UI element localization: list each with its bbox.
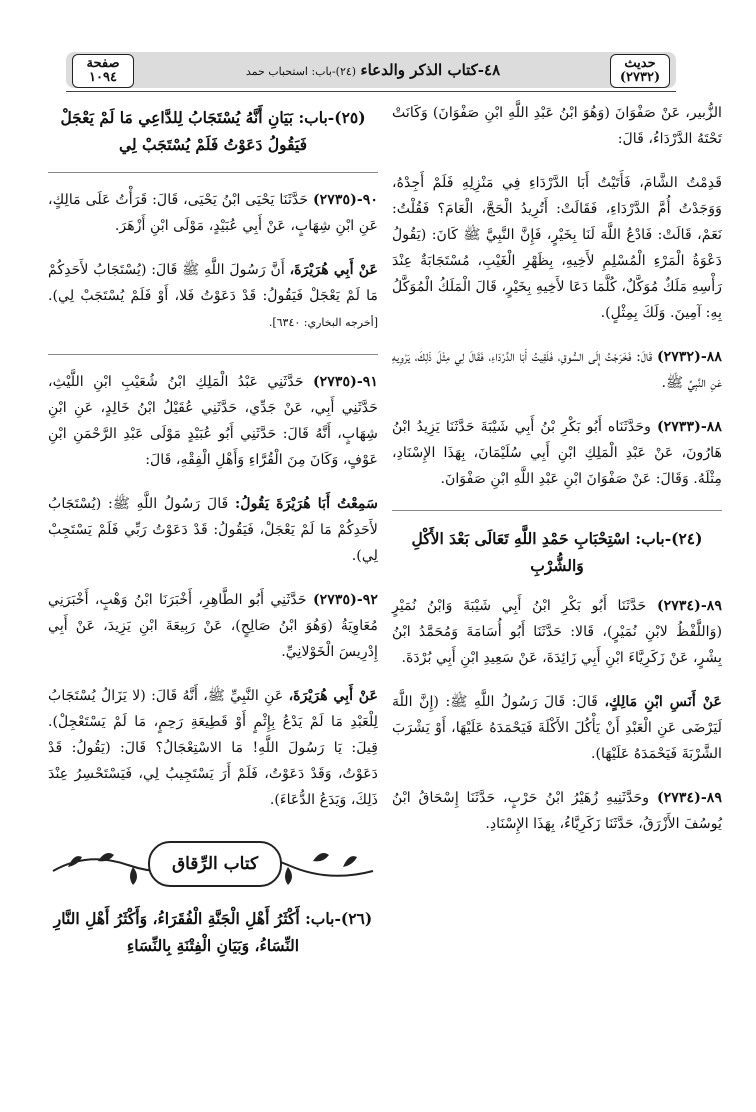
hadith-88a — [392, 344, 722, 396]
kitab-banner — [48, 831, 378, 895]
chapter-heading: (٢٦)-باب: أَكْثَرُ أَهْلِ الْجَنَّةِ الْفُقَرَاءُ، وَأَكْثَرُ أَهْلِ النَّارِ النِّسَاءُ، وَبَيَانِ الْفِتْنَةِ بِالنِّسَاءِ — [53, 909, 373, 955]
narrator: سَمِعْتُ أَبَا هُرَيْرَةَ يَقُولُ: — [235, 496, 379, 512]
hadith-89b — [392, 785, 722, 837]
hadith-89a-matn — [392, 689, 722, 767]
header-title — [142, 56, 604, 84]
reference: [أخرجه البخاري: ٦٣٤٠]. — [268, 316, 378, 329]
page-number-box — [72, 54, 134, 88]
hadith-90 — [48, 187, 378, 239]
narrator: عَنْ أَبِي هُرَيْرَةَ، — [289, 262, 378, 278]
hadith-92-matn — [48, 683, 378, 813]
page-number: ١٠٩٤ — [89, 70, 117, 85]
hadith-matn: أَنَّ رَسُولَ اللَّهِ ﷺ قَالَ: (يُسْتَجَابُ لأَحَدِكُمْ مَا لَمْ يَعْجَلْ فَيَقُولُ: قَدْ دَعَوْتُ فَلا، أَوْ فَلَمْ يُسْتَجَبْ لِي). — [48, 262, 378, 304]
section-divider — [392, 510, 722, 511]
book-title: ٤٨-كتاب الذكر والدعاء — [360, 61, 501, 79]
hadith-number: ٩١-(٢٧٣٥) — [312, 374, 378, 390]
kitab-title: كتاب الرِّقاق — [148, 841, 282, 887]
hadith-number-box — [610, 54, 670, 88]
narrator: عَنْ أَنَسِ ابْنِ مَالِكٍ، — [604, 694, 722, 710]
hadith-91 — [48, 369, 378, 473]
page-header — [66, 52, 676, 88]
narrator: عَنْ أَبِي هُرَيْرَةَ، — [288, 688, 378, 704]
section-divider — [48, 172, 378, 173]
hadith-number: ٨٨-(٢٧٣٢) — [656, 349, 722, 365]
hadith-92 — [48, 587, 378, 665]
hadith-text: وحَدَّثَنِيهِ زُهَيْرُ ابْنُ حَرْبٍ، حَدَّثَنَا إِسْحَاقُ ابْنُ يُوسُفَ الأَزْرَقُ، حَدَّثَنَا زَكَرِيَّاءُ، بِهَذَا الإِسْنَادِ. — [392, 790, 722, 832]
hadith-number: (٢٧٣٢) — [619, 70, 661, 85]
chapter-heading: (٢٤)-باب: اسْتِحْبَابِ حَمْدِ اللَّهِ تَعَالَى بَعْدَ الأَكْلِ وَالشُّرْبِ — [411, 529, 703, 575]
page-label: صفحة — [86, 56, 120, 71]
hadith-text: حَدَّثَنَا يَحْيَى ابْنُ يَحْيَى، قَالَ: قَرَأْتُ عَلَى مَالِكٍ، عَنِ ابْنِ شِهَابٍ، عَنْ أَبِي عُبَيْدٍ، مَوْلَى ابْنِ أَزْهَرَ. — [48, 192, 378, 234]
hadith-text: وحَدَّثَنَاه أَبُو بَكْرِ بْنُ أَبِي شَيْبَةَ حَدَّثَنَا يَزِيدُ ابْنُ هَارُونَ، عَنْ عَبْدِ الْمَلِكِ ابْنِ أَبِي سُلَيْمَانَ، بِهَذَا الإِسْنَادِ، مِثْلَهُ. وَقَالَ: عَنْ صَفْوَانَ ابْنِ عَبْدِ اللَّهِ ابْنِ صَفْوَانَ. — [392, 419, 722, 487]
hadith-label: حديث — [624, 56, 656, 71]
chapter-heading: (٢٥)-باب: بَيَانِ أَنَّهُ يُسْتَجَابُ لِلدَّاعِي مَا لَمْ يَعْجَلْ فَيَقُولُ دَعَوْتُ فَلَمْ يُسْتَجَبْ لِي — [60, 108, 366, 154]
hadith-89a — [392, 593, 722, 671]
hadith-text: قَالَ: فَخَرَجْتُ إِلَى السُّوقِ، فَلَقِيتُ أَبَا الدَّرْدَاءِ، فَقَالَ لِي مِثْلَ ذَلِكَ، يَرْوِيهِ عَنِ النَّبِيِّ ﷺ. — [392, 349, 722, 391]
header-divider — [66, 91, 676, 92]
hadith-matn: قَالَ رَسُولُ اللَّهِ ﷺ: (يُسْتَجَابُ لأَحَدِكُمْ مَا لَمْ يَعْجَلْ، فَيَقُولُ: قَدْ دَعَوْتُ رَبِّي فَلَمْ يَسْتَجِبْ لِي). — [48, 496, 378, 564]
hadith-number: ٩٢-(٢٧٣٥) — [312, 592, 379, 608]
hadith-text: حَدَّثَنَا أَبُو بَكْرِ ابْنُ أَبِي شَيْبَةَ وَابْنُ نُمَيْرٍ (وَاللَّفْظُ لابْنِ نُمَيْرٍ)، قَالا: حَدَّثَنَا أَبُو أُسَامَةَ وَمُحَمَّدُ ابْنُ بِشْرٍ، عَنْ زَكَرِيَّاءَ ابْنِ أَبِي زَائِدَةَ، عَنْ سَعِيدِ ابْنِ أَبِي بُرْدَةَ. — [392, 598, 722, 666]
section-divider — [48, 354, 378, 355]
hadith-number: ٨٨-(٢٧٣٣) — [656, 419, 722, 435]
paragraph: قَدِمْتُ الشَّامَ، فَأَتَيْتُ أَبَا الدَّرْدَاءِ فِي مَنْزِلِهِ فَلَمْ أَجِدْهُ، وَوَجَدْتُ أُمَّ الدَّرْدَاءِ، فَقَالَتْ: أَتُرِيدُ الْحَجَّ، الْعَامَ؟ فَقُلْتُ: نَعَمْ، قَالَتْ: فَادْعُ اللَّهَ لَنَا بِخَيْرٍ، فَإِنَّ النَّبِيَّ ﷺ كَانَ: (يَقُولُ دَعْوَةُ الْمَرْءِ الْمُسْلِمِ لأَخِيهِ، بِظَهْرِ الْغَيْبِ، مُسْتَجَابَةٌ عِنْدَ رَأْسِهِ مَلَكٌ مُوَكَّلٌ، كُلَّمَا دَعَا لأَخِيهِ بِخَيْرٍ، قَالَ الْمَلَكُ الْمُوَكَّلُ بِهِ: آمِينَ. وَلَكَ بِمِثْلٍ). — [392, 175, 722, 321]
hadith-88b — [392, 414, 722, 492]
hadith-90-matn — [48, 257, 378, 336]
right-column — [392, 100, 722, 855]
chapter-note: (٢٤)-باب: استحباب حمد — [245, 65, 357, 78]
hadith-matn: قَالَ: قَالَ رَسُولُ اللَّهِ ﷺ: (إِنَّ اللَّهَ لَيَرْضَى عَنِ الْعَبْدِ أَنْ يَأْكُلَ الأَكْلَةَ فَيَحْمَدَهُ عَلَيْهَا، أَوْ يَشْرَبَ الشَّرْبَةَ فَيَحْمَدَهُ عَلَيْهَا). — [392, 694, 722, 762]
hadith-number: ٩٠-(٢٧٣٥) — [312, 192, 378, 208]
hadith-number: ٨٩-(٢٧٣٤) — [656, 790, 722, 806]
left-column — [48, 100, 378, 973]
paragraph: الزُّبير، عَنْ صَفْوَانَ (وَهُوَ ابْنُ عَبْدِ اللَّهِ ابْنِ صَفْوَانَ) وَكَانَتْ تَحْتَهُ الدَّرْدَاءُ، قَالَ: — [392, 105, 722, 147]
hadith-text: حَدَّثَنِي عَبْدُ الْمَلِكِ ابْنُ شُعَيْبِ ابْنِ اللَّيْثِ، حَدَّثَنِي أَبِي، عَنْ جَدِّي، حَدَّثَنِي عُقَيْلُ ابْنُ خَالِدٍ، عَنِ ابْنِ شِهَابٍ، أَنَّهُ قَالَ: حَدَّثَنِي أَبُو عُبَيْدٍ مَوْلَى عَبْدِ الرَّحْمَنِ ابْنِ عَوْفٍ، وَكَانَ مِنَ الْقُرَّاءِ وَأَهْلِ الْفِقْهِ، قَالَ: — [48, 374, 378, 468]
hadith-text: حَدَّثَنِي أَبُو الطَّاهِرِ، أَخْبَرَنَا ابْنُ وَهْبٍ، أَخْبَرَنِي مُعَاوِيَةُ (وَهُوَ ابْنُ صَالِحٍ)، عَنْ رَبِيعَةَ ابْنِ يَزِيدَ، عَنْ أَبِي إِدْرِيسَ الْخَوْلانِيِّ. — [48, 592, 378, 660]
hadith-matn: عَنِ النَّبِيِّ ﷺ، أَنَّهُ قَالَ: (لا يَزَالُ يُسْتَجَابُ لِلْعَبْدِ مَا لَمْ يَدْعُ بِإِثْمٍ أَوْ قَطِيعَةِ رَحِمٍ، مَا لَمْ يَسْتَعْجِلْ). قِيلَ: يَا رَسُولَ اللَّهِ! مَا الاسْتِعْجَالُ؟ قَالَ: (يَقُولُ: قَدْ دَعَوْتُ، وَقَدْ دَعَوْتُ، فَلَمْ أَرَ يَسْتَجِيبُ لِي، فَيَسْتَحْسِرُ عِنْدَ ذَلِكَ، وَيَدَعُ الدُّعَاءَ). — [48, 688, 378, 808]
hadith-number: ٨٩-(٢٧٣٤) — [656, 598, 722, 614]
hadith-91-matn — [48, 491, 378, 569]
